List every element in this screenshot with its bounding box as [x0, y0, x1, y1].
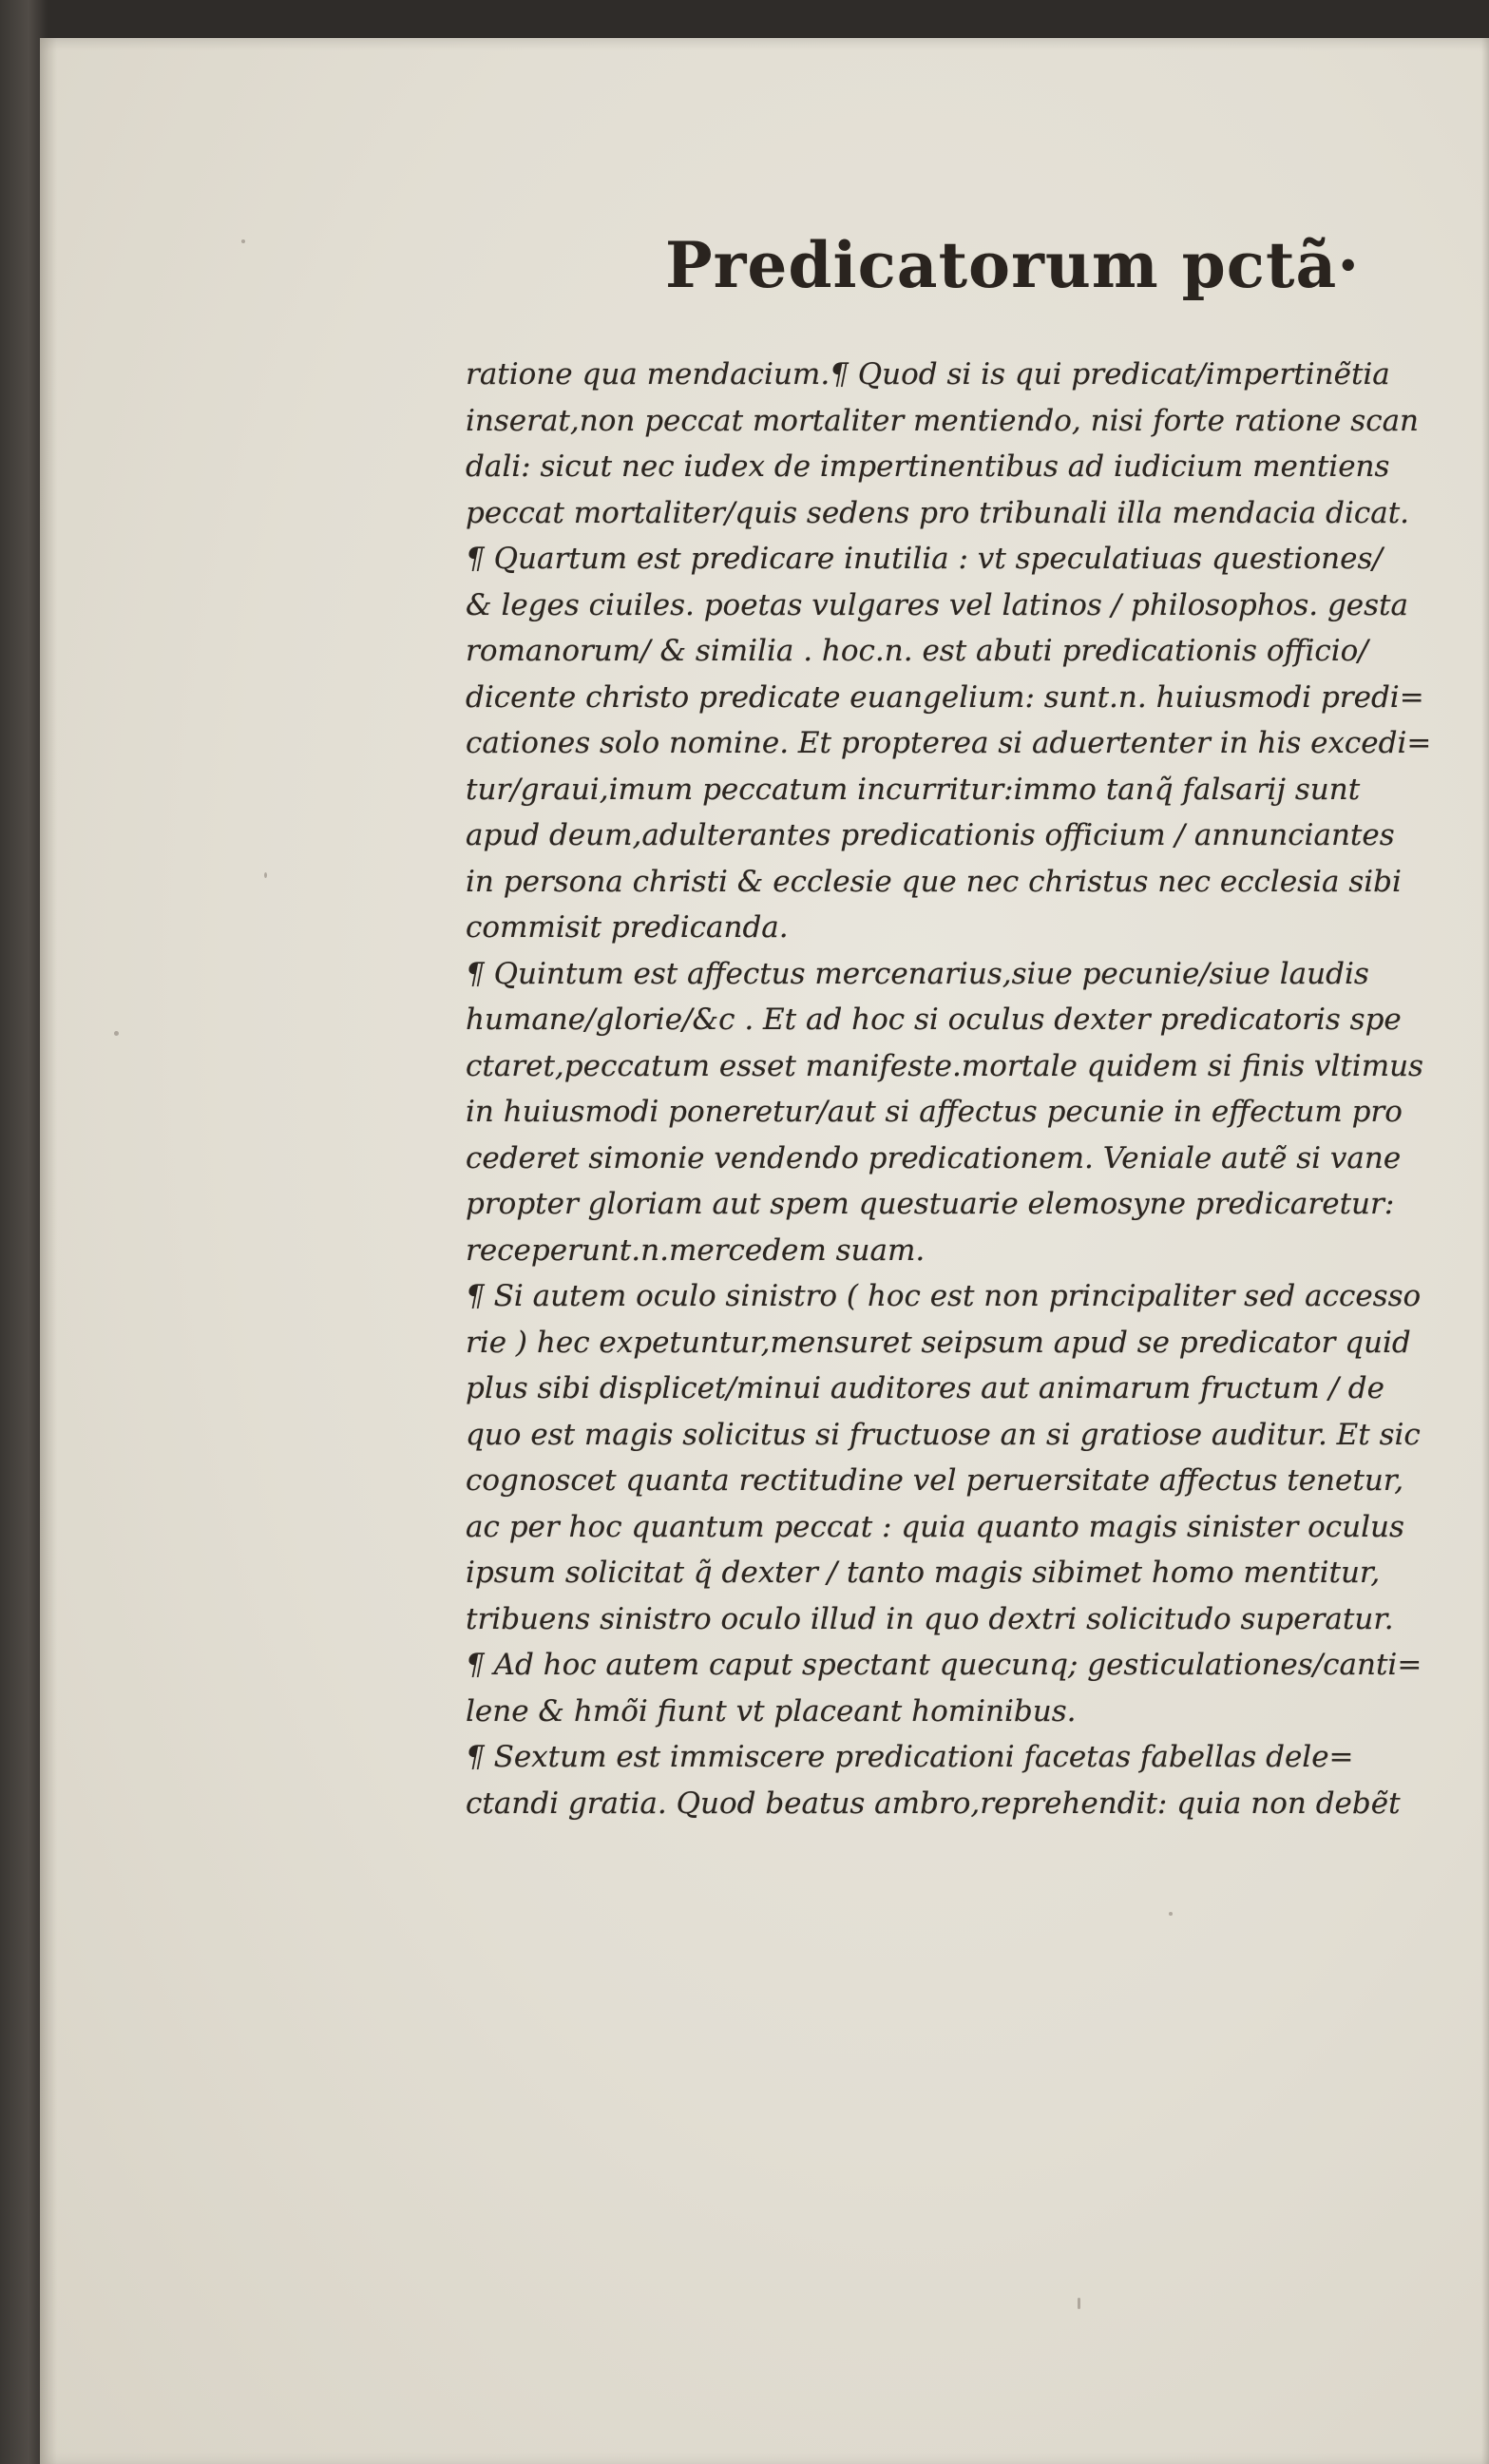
text-line: & leges ciuiles. poetas vulgares vel latinos / philosophos. gesta: [466, 587, 1408, 622]
text-line: commisit predicanda.: [466, 910, 789, 945]
text-line: in persona christi & ecclesie que nec christus nec ecclesia sibi: [466, 864, 1402, 899]
text-line: cederet simonie vendendo predicationem. Veniale autẽ si vane: [466, 1140, 1402, 1175]
text-line: dali: sicut nec iudex de impertinentibus ad iudicium mentiens: [466, 449, 1390, 484]
show-through-mark: [504, 255, 570, 283]
text-line: ratione qua mendacium.¶ Quod si is qui predicat/impertinẽtia: [466, 357, 1390, 392]
text-line: apud deum,adulterantes predicationis officium / annunciantes: [466, 818, 1395, 852]
text-column: [466, 352, 1454, 1826]
text-line: plus sibi displicet/minui auditores aut animarum fructum / de: [466, 1371, 1384, 1405]
text-line: receperunt.n.mercedem suam.: [466, 1232, 926, 1268]
text-line: in huiusmodi poneretur/aut si affectus pecunie in effectum pro: [466, 1095, 1403, 1129]
text-line: ¶ Sextum est immiscere predicationi facetas fabellas dele=: [466, 1740, 1354, 1774]
paper-speck: [264, 872, 267, 878]
text-line: humane/glorie/&c . Et ad hoc si oculus dexter predicatoris spe: [466, 1003, 1402, 1037]
text-line: rie ) hec expetuntur,mensuret seipsum apud se predicator quid: [466, 1325, 1411, 1360]
text-line: tribuens sinistro oculo illud in quo dextri solicitudo superatur.: [466, 1601, 1394, 1636]
page-edge: [1481, 38, 1489, 2464]
paper-speck: [114, 1031, 119, 1036]
text-line: ctaret,peccatum esset manifeste.mortale quidem si finis vltimus: [466, 1048, 1423, 1083]
paper-speck: [1169, 1912, 1173, 1916]
text-line: inserat,non peccat mortaliter mentiendo, nisi forte ratione scan: [466, 403, 1420, 438]
text-line: ctandi gratia. Quod beatus ambro,reprehendit: quia non debẽt: [466, 1786, 1401, 1821]
text-line: ¶ Ad hoc autem caput spectant quecunq; gesticulationes/canti=: [466, 1648, 1422, 1682]
text-line: ¶ Si autem oculo sinistro ( hoc est non principaliter sed accesso: [466, 1279, 1422, 1313]
running-head: Predicatorum pctã·: [665, 228, 1361, 302]
text-line: cationes solo nomine. Et propterea si aduertenter in his excedi=: [466, 726, 1432, 760]
text-line: propter gloriam aut spem questuarie elemosyne predicaretur:: [466, 1187, 1395, 1221]
text-line: ac per hoc quantum peccat : quia quanto magis sinister oculus: [466, 1509, 1404, 1544]
paper-speck: [1078, 2298, 1080, 2309]
text-line: peccat mortaliter/quis sedens pro tribunali illa mendacia dicat.: [466, 495, 1410, 530]
text-line: cognoscet quanta rectitudine vel peruersitate affectus tenetur,: [466, 1463, 1404, 1498]
text-line: ¶ Quintum est affectus mercenarius,siue pecunie/siue laudis: [466, 956, 1369, 991]
text-line: lene & hmõi fiunt vt placeant hominibus.: [466, 1693, 1077, 1729]
text-line: romanorum/ & similia . hoc.n. est abuti predicationis officio/: [466, 634, 1368, 668]
text-line: dicente christo predicate euangelium: sunt.n. huiusmodi predi=: [466, 679, 1424, 715]
text-line: quo est magis solicitus si fructuose an si gratiose auditur. Et sic: [466, 1417, 1421, 1452]
text-line: ¶ Quartum est predicare inutilia : vt speculatiuas questiones/: [466, 542, 1383, 576]
text-line: tur/graui,imum peccatum incurritur:immo tanq̃ falsarij sunt: [466, 772, 1361, 807]
text-line: ipsum solicitat q̃ dexter / tanto magis sibimet homo mentitur,: [466, 1556, 1381, 1590]
paper-speck: [241, 239, 245, 243]
